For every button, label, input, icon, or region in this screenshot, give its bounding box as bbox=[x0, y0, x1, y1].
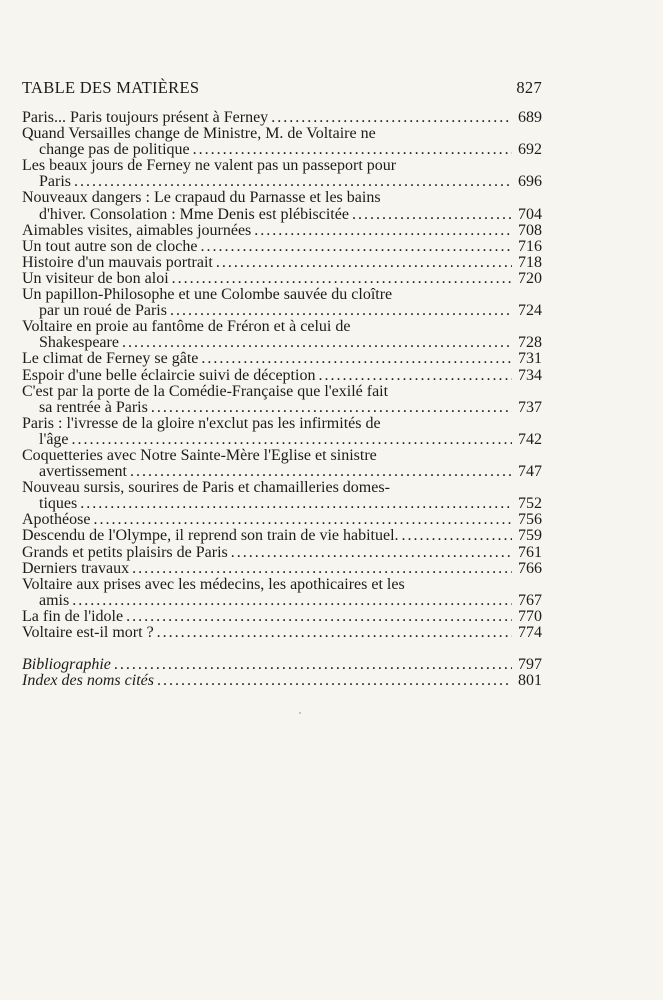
toc-page-number: 767 bbox=[518, 591, 542, 609]
toc-entry-line bbox=[22, 545, 542, 561]
toc-page-number: 724 bbox=[518, 302, 542, 320]
toc-entry bbox=[22, 110, 542, 126]
toc-entry-line bbox=[22, 239, 542, 255]
dot-leader bbox=[170, 303, 512, 319]
toc-entry-title: par un roué de Paris bbox=[39, 302, 167, 320]
toc-entry-title: Les beaux jours de Ferney ne valent pas un passeport pour bbox=[22, 157, 397, 175]
toc-entry-title: Voltaire en proie au fantôme de Fréron et à celui de bbox=[22, 318, 351, 336]
dot-leader bbox=[72, 432, 512, 448]
toc-page-number: 696 bbox=[518, 173, 542, 191]
table-of-contents bbox=[22, 110, 542, 689]
toc-page-number: 704 bbox=[518, 205, 542, 223]
toc-entry-line bbox=[22, 303, 542, 319]
toc-entry-line bbox=[22, 142, 542, 158]
toc-entry bbox=[22, 416, 542, 448]
toc-entry-title: Voltaire est-il mort ? bbox=[22, 624, 154, 641]
toc-entry-line bbox=[22, 207, 542, 223]
toc-entry-line bbox=[22, 158, 542, 174]
toc-entry-title: Un tout autre son de cloche bbox=[22, 237, 198, 255]
toc-page-number: 797 bbox=[518, 656, 542, 674]
toc-entry-line bbox=[22, 416, 542, 432]
toc-entry-line bbox=[22, 110, 542, 126]
toc-entry-line bbox=[22, 400, 542, 416]
toc-page-number: 720 bbox=[518, 269, 542, 287]
toc-entry bbox=[22, 271, 542, 287]
dot-leader bbox=[114, 657, 512, 673]
toc-entry-line bbox=[22, 512, 542, 528]
toc-entry bbox=[22, 287, 542, 319]
toc-entry-title: Aimables visites, aimables journées bbox=[22, 221, 252, 239]
toc-page-number: 731 bbox=[518, 350, 542, 368]
toc-entry-line bbox=[22, 593, 542, 609]
dot-leader bbox=[126, 609, 512, 625]
toc-entry-title: l'âge bbox=[39, 430, 69, 448]
toc-entry-line bbox=[22, 625, 542, 641]
dot-leader bbox=[157, 625, 512, 641]
toc-entry-line bbox=[22, 271, 542, 287]
section-gap bbox=[22, 641, 542, 657]
toc-entry-title: Quand Versailles change de Ministre, M. de Voltaire ne bbox=[22, 125, 376, 143]
toc-entry bbox=[22, 448, 542, 480]
toc-entry-line bbox=[22, 351, 542, 367]
toc-entry-line bbox=[22, 496, 542, 512]
toc-entry-title: La fin de l'idole bbox=[22, 607, 124, 625]
toc-entry bbox=[22, 512, 542, 528]
toc-entry-title: tiques bbox=[39, 495, 78, 513]
toc-entry-title: Grands et petits plaisirs de Paris bbox=[22, 543, 228, 561]
toc-entry-line bbox=[22, 190, 542, 206]
toc-page-number: 692 bbox=[518, 141, 542, 159]
toc-entry-title: Coquetteries avec Notre Sainte-Mère l'Eglise et sinistre bbox=[22, 446, 377, 464]
toc-entry bbox=[22, 673, 542, 689]
toc-page-number: 716 bbox=[518, 237, 542, 255]
toc-page-number: 756 bbox=[518, 511, 542, 529]
toc-entry-title: Apothéose bbox=[22, 511, 91, 529]
dot-leader bbox=[151, 400, 512, 416]
dot-leader bbox=[352, 207, 512, 223]
toc-entry-line bbox=[22, 368, 542, 384]
toc-entry-line bbox=[22, 448, 542, 464]
dot-leader bbox=[80, 496, 512, 512]
toc-entry bbox=[22, 545, 542, 561]
paper-speck bbox=[299, 712, 301, 714]
toc-page-number: 770 bbox=[518, 607, 542, 625]
toc-page-number: 718 bbox=[518, 253, 542, 271]
toc-entry-title: Bibliographie bbox=[22, 656, 111, 674]
dot-leader bbox=[254, 223, 512, 239]
toc-entry bbox=[22, 625, 542, 641]
toc-page-number: 752 bbox=[518, 495, 542, 513]
toc-entry bbox=[22, 239, 542, 255]
dot-leader bbox=[157, 673, 512, 689]
toc-page-number: 801 bbox=[518, 672, 542, 690]
toc-entry-line bbox=[22, 480, 542, 496]
toc-entry-title: Voltaire aux prises avec les médecins, les apothicaires et les bbox=[22, 575, 405, 593]
toc-entry-line bbox=[22, 464, 542, 480]
toc-entry-line bbox=[22, 174, 542, 190]
toc-entry-title: C'est par la porte de la Comédie-Française que l'exilé fait bbox=[22, 382, 389, 400]
toc-entry-line bbox=[22, 561, 542, 577]
toc-entry-line bbox=[22, 126, 542, 142]
header-page-number: 827 bbox=[516, 78, 542, 97]
dot-leader bbox=[201, 239, 513, 255]
toc-entry-line bbox=[22, 287, 542, 303]
toc-entry-line bbox=[22, 657, 542, 673]
dot-leader bbox=[318, 368, 512, 384]
toc-entry-title: avertissement bbox=[39, 463, 127, 481]
toc-entry-title: Shakespeare bbox=[39, 334, 119, 352]
toc-entry-title: Un papillon-Philosophe et une Colombe sauvée du cloître bbox=[22, 286, 393, 304]
toc-entry bbox=[22, 657, 542, 673]
toc-entry bbox=[22, 126, 542, 158]
toc-entry-title: Index des noms cités bbox=[22, 672, 154, 690]
toc-page-number: 759 bbox=[518, 527, 542, 545]
toc-entry bbox=[22, 190, 542, 222]
toc-entry-title: d'hiver. Consolation : Mme Denis est plébiscitée bbox=[39, 205, 349, 223]
dot-leader bbox=[130, 464, 512, 480]
dot-leader bbox=[201, 351, 512, 367]
toc-entry bbox=[22, 255, 542, 271]
toc-page-number: 747 bbox=[518, 463, 542, 481]
toc-entry-title: Nouveaux dangers : Le crapaud du Parnasse et les bains bbox=[22, 189, 381, 207]
toc-entry bbox=[22, 319, 542, 351]
toc-entry bbox=[22, 384, 542, 416]
toc-page-number: 774 bbox=[518, 624, 542, 641]
section-title: TABLE DES MATIÈRES bbox=[22, 78, 200, 97]
toc-page-number: 689 bbox=[518, 109, 542, 126]
dot-leader bbox=[172, 271, 512, 287]
toc-entry-title: sa rentrée à Paris bbox=[39, 398, 148, 416]
toc-entry-title: Un visiteur de bon aloi bbox=[22, 269, 169, 287]
toc-entry bbox=[22, 561, 542, 577]
toc-entry-title: Nouveau sursis, sourires de Paris et chamailleries domes- bbox=[22, 479, 390, 497]
dot-leader bbox=[122, 335, 512, 351]
dot-leader bbox=[271, 110, 512, 126]
toc-entry bbox=[22, 223, 542, 239]
toc-entry-line bbox=[22, 223, 542, 239]
toc-page-number: 737 bbox=[518, 398, 542, 416]
page-header bbox=[22, 78, 542, 98]
toc-entry-title: amis bbox=[39, 591, 70, 609]
toc-entry-line bbox=[22, 528, 542, 544]
toc-page-number: 742 bbox=[518, 430, 542, 448]
toc-entry-title: Paris bbox=[39, 173, 71, 191]
toc-page-number: 761 bbox=[518, 543, 542, 561]
dot-leader bbox=[231, 545, 512, 561]
toc-entry-line bbox=[22, 609, 542, 625]
dot-leader bbox=[402, 528, 512, 544]
toc-entry bbox=[22, 609, 542, 625]
toc-entry-line bbox=[22, 577, 542, 593]
toc-page-number: 708 bbox=[518, 221, 542, 239]
dot-leader bbox=[193, 142, 512, 158]
toc-entry-line bbox=[22, 673, 542, 689]
toc-page-number: 766 bbox=[518, 559, 542, 577]
toc-entry-line bbox=[22, 384, 542, 400]
toc-entry-line bbox=[22, 319, 542, 335]
toc-entry bbox=[22, 368, 542, 384]
toc-entry bbox=[22, 351, 542, 367]
toc-entry-line bbox=[22, 255, 542, 271]
toc-entry-title: Descendu de l'Olympe, il reprend son train de vie habituel. bbox=[22, 527, 399, 545]
toc-entry-title: change pas de politique bbox=[39, 141, 190, 159]
dot-leader bbox=[93, 512, 512, 528]
toc-entry-title: Le climat de Ferney se gâte bbox=[22, 350, 199, 368]
toc-entry-title: Histoire d'un mauvais portrait bbox=[22, 253, 213, 271]
dot-leader bbox=[216, 255, 512, 271]
toc-entry-title: Paris : l'ivresse de la gloire n'exclut pas les infirmités de bbox=[22, 414, 381, 432]
toc-entry-line bbox=[22, 432, 542, 448]
toc-page-number: 734 bbox=[518, 366, 542, 384]
toc-entry bbox=[22, 158, 542, 190]
toc-entry bbox=[22, 577, 542, 609]
toc-page-number: 728 bbox=[518, 334, 542, 352]
toc-entry-line bbox=[22, 335, 542, 351]
dot-leader bbox=[132, 561, 512, 577]
toc-entry-title: Derniers travaux bbox=[22, 559, 130, 577]
toc-entry bbox=[22, 480, 542, 512]
toc-entry bbox=[22, 528, 542, 544]
toc-entry-title: Espoir d'une belle éclaircie suivi de déception bbox=[22, 366, 316, 384]
dot-leader bbox=[74, 174, 512, 190]
dot-leader bbox=[72, 593, 512, 609]
toc-entry-title: Paris... Paris toujours présent à Ferney bbox=[22, 109, 269, 126]
